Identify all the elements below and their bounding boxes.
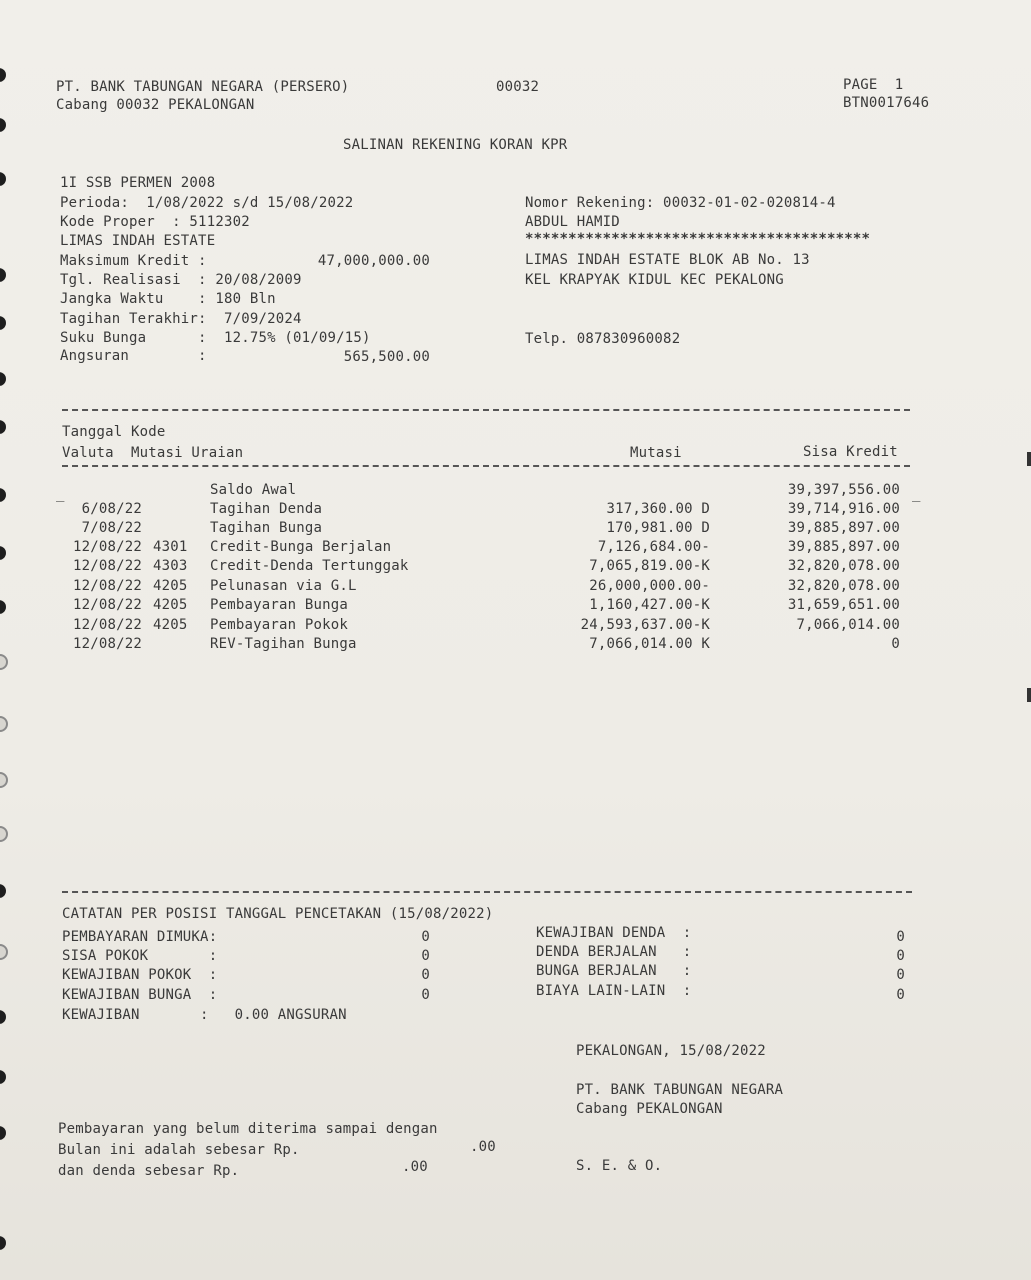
row-description: Pelunasan via G.L bbox=[210, 578, 357, 594]
row-sisa-kredit: 39,714,916.00 bbox=[787, 501, 900, 517]
phone-number: Telp. 087830960082 bbox=[525, 331, 681, 347]
estate-name: LIMAS INDAH ESTATE bbox=[60, 233, 216, 249]
row-mutasi: 317,360.00 D bbox=[606, 501, 710, 517]
row-date: 12/08/22 bbox=[72, 617, 142, 633]
table-top-rule bbox=[62, 409, 910, 411]
bank-name: PT. BANK TABUNGAN NEGARA (PERSERO) bbox=[56, 79, 350, 95]
errors-omissions-note: S. E. & O. bbox=[576, 1158, 663, 1174]
row-marker: _ bbox=[56, 486, 65, 502]
footer-branch: Cabang PEKALONGAN bbox=[576, 1101, 723, 1117]
maks-kredit-value: 47,000,000.00 bbox=[317, 253, 430, 269]
angsuran-label: Angsuran : bbox=[60, 348, 207, 364]
row-date: 12/08/22 bbox=[72, 636, 142, 652]
row-sisa-kredit: 7,066,014.00 bbox=[796, 617, 900, 633]
row-date: 12/08/22 bbox=[72, 597, 142, 613]
page-number: PAGE 1 bbox=[843, 77, 904, 93]
row-description: Pembayaran Bunga bbox=[210, 597, 349, 613]
payment-note-line-2: Bulan ini adalah sebesar Rp. bbox=[58, 1142, 300, 1158]
row-description: Credit-Bunga Berjalan bbox=[210, 539, 392, 555]
maks-kredit-label: Maksimum Kredit : bbox=[60, 253, 207, 269]
tagihan-terakhir: Tagihan Terakhir: 7/09/2024 bbox=[60, 311, 302, 327]
row-date: 12/08/22 bbox=[72, 539, 142, 555]
row-sisa-kredit: 32,820,078.00 bbox=[787, 578, 900, 594]
column-mutasi: Mutasi bbox=[630, 445, 682, 461]
notes-right-value: 0 bbox=[896, 967, 905, 983]
payment-note-line-3: dan denda sebesar Rp. bbox=[58, 1163, 240, 1179]
notes-right-label: BUNGA BERJALAN : bbox=[536, 963, 692, 979]
row-code: 4205 bbox=[153, 597, 188, 613]
address-line-2: KEL KRAPYAK KIDUL KEC PEKALONG bbox=[525, 272, 784, 288]
kewajiban-angsuran: KEWAJIBAN : 0.00 ANGSURAN bbox=[62, 1007, 347, 1023]
row-sisa-kredit: 39,885,897.00 bbox=[787, 539, 900, 555]
notes-left-value: 0 bbox=[421, 987, 430, 1003]
masked-line: **************************************** bbox=[525, 231, 871, 247]
row-description: Pembayaran Pokok bbox=[210, 617, 349, 633]
row-date: 6/08/22 bbox=[81, 501, 142, 517]
branch-name: Cabang 00032 PEKALONGAN bbox=[56, 97, 255, 113]
row-mutasi: 26,000,000.00- bbox=[589, 578, 710, 594]
notes-top-rule bbox=[62, 891, 912, 893]
notes-left-label: KEWAJIBAN BUNGA : bbox=[62, 987, 218, 1003]
payment-note-value-2: .00 bbox=[402, 1159, 428, 1175]
place-date: PEKALONGAN, 15/08/2022 bbox=[576, 1043, 766, 1059]
notes-title: CATATAN PER POSISI TANGGAL PENCETAKAN (15/08/2022) bbox=[62, 906, 494, 922]
payment-note-line-1: Pembayaran yang belum diterima sampai dengan bbox=[58, 1121, 438, 1137]
suku-bunga: Suku Bunga : 12.75% (01/09/15) bbox=[60, 330, 371, 346]
row-sisa-kredit: 31,659,651.00 bbox=[787, 597, 900, 613]
row-mutasi: 1,160,427.00-K bbox=[589, 597, 710, 613]
customer-name: ABDUL HAMID bbox=[525, 214, 620, 230]
row-mutasi: 7,065,819.00-K bbox=[589, 558, 710, 574]
row-date: 12/08/22 bbox=[72, 558, 142, 574]
row-code: 4205 bbox=[153, 617, 188, 633]
account-number: Nomor Rekening: 00032-01-02-020814-4 bbox=[525, 195, 836, 211]
branch-code: 00032 bbox=[496, 79, 540, 95]
row-code: 4301 bbox=[153, 539, 188, 555]
row-mutasi: 7,126,684.00- bbox=[597, 539, 710, 555]
notes-right-label: DENDA BERJALAN : bbox=[536, 944, 692, 960]
table-header-line-2: Valuta Mutasi Uraian bbox=[62, 445, 244, 461]
notes-left-value: 0 bbox=[421, 967, 430, 983]
row-description: Saldo Awal bbox=[210, 482, 297, 498]
row-description: REV-Tagihan Bunga bbox=[210, 636, 357, 652]
jangka-waktu: Jangka Waktu : 180 Bln bbox=[60, 291, 276, 307]
row-date: 12/08/22 bbox=[72, 578, 142, 594]
row-sisa-kredit: 39,397,556.00 bbox=[787, 482, 900, 498]
row-description: Credit-Denda Tertunggak bbox=[210, 558, 409, 574]
notes-left-label: PEMBAYARAN DIMUKA: bbox=[62, 929, 218, 945]
notes-left-value: 0 bbox=[421, 929, 430, 945]
tgl-realisasi: Tgl. Realisasi : 20/08/2009 bbox=[60, 272, 302, 288]
notes-right-label: BIAYA LAIN-LAIN : bbox=[536, 983, 692, 999]
row-sisa-kredit: 39,885,897.00 bbox=[787, 520, 900, 536]
document-code: BTN0017646 bbox=[843, 95, 930, 111]
angsuran-value: 565,500.00 bbox=[343, 349, 430, 365]
table-header-line-1: Tanggal Kode bbox=[62, 424, 166, 440]
notes-right-value: 0 bbox=[896, 987, 905, 1003]
row-mutasi: 24,593,637.00-K bbox=[580, 617, 710, 633]
row-description: Tagihan Denda bbox=[210, 501, 323, 517]
address-line-1: LIMAS INDAH ESTATE BLOK AB No. 13 bbox=[525, 252, 810, 268]
footer-bank-name: PT. BANK TABUNGAN NEGARA bbox=[576, 1082, 784, 1098]
kode-proper: Kode Proper : 5112302 bbox=[60, 214, 250, 230]
program-code: 1I SSB PERMEN 2008 bbox=[60, 175, 216, 191]
notes-left-label: SISA POKOK : bbox=[62, 948, 218, 964]
payment-note-value-1: .00 bbox=[470, 1139, 496, 1155]
notes-left-value: 0 bbox=[421, 948, 430, 964]
row-code: 4303 bbox=[153, 558, 188, 574]
notes-right-value: 0 bbox=[896, 948, 905, 964]
period: Perioda: 1/08/2022 s/d 15/08/2022 bbox=[60, 195, 354, 211]
tractor-feed-holes bbox=[0, 0, 20, 1280]
notes-right-value: 0 bbox=[896, 929, 905, 945]
row-marker: _ bbox=[912, 486, 921, 502]
row-date: 7/08/22 bbox=[81, 520, 142, 536]
row-mutasi: 170,981.00 D bbox=[606, 520, 710, 536]
row-mutasi: 7,066,014.00 K bbox=[589, 636, 710, 652]
row-code: 4205 bbox=[153, 578, 188, 594]
notes-left-label: KEWAJIBAN POKOK : bbox=[62, 967, 218, 983]
notes-right-label: KEWAJIBAN DENDA : bbox=[536, 925, 692, 941]
row-sisa-kredit: 32,820,078.00 bbox=[787, 558, 900, 574]
document-title: SALINAN REKENING KORAN KPR bbox=[343, 137, 568, 153]
table-header-rule bbox=[62, 465, 910, 467]
row-sisa-kredit: 0 bbox=[891, 636, 900, 652]
row-description: Tagihan Bunga bbox=[210, 520, 323, 536]
column-sisa-kredit: Sisa Kredit bbox=[803, 444, 898, 460]
